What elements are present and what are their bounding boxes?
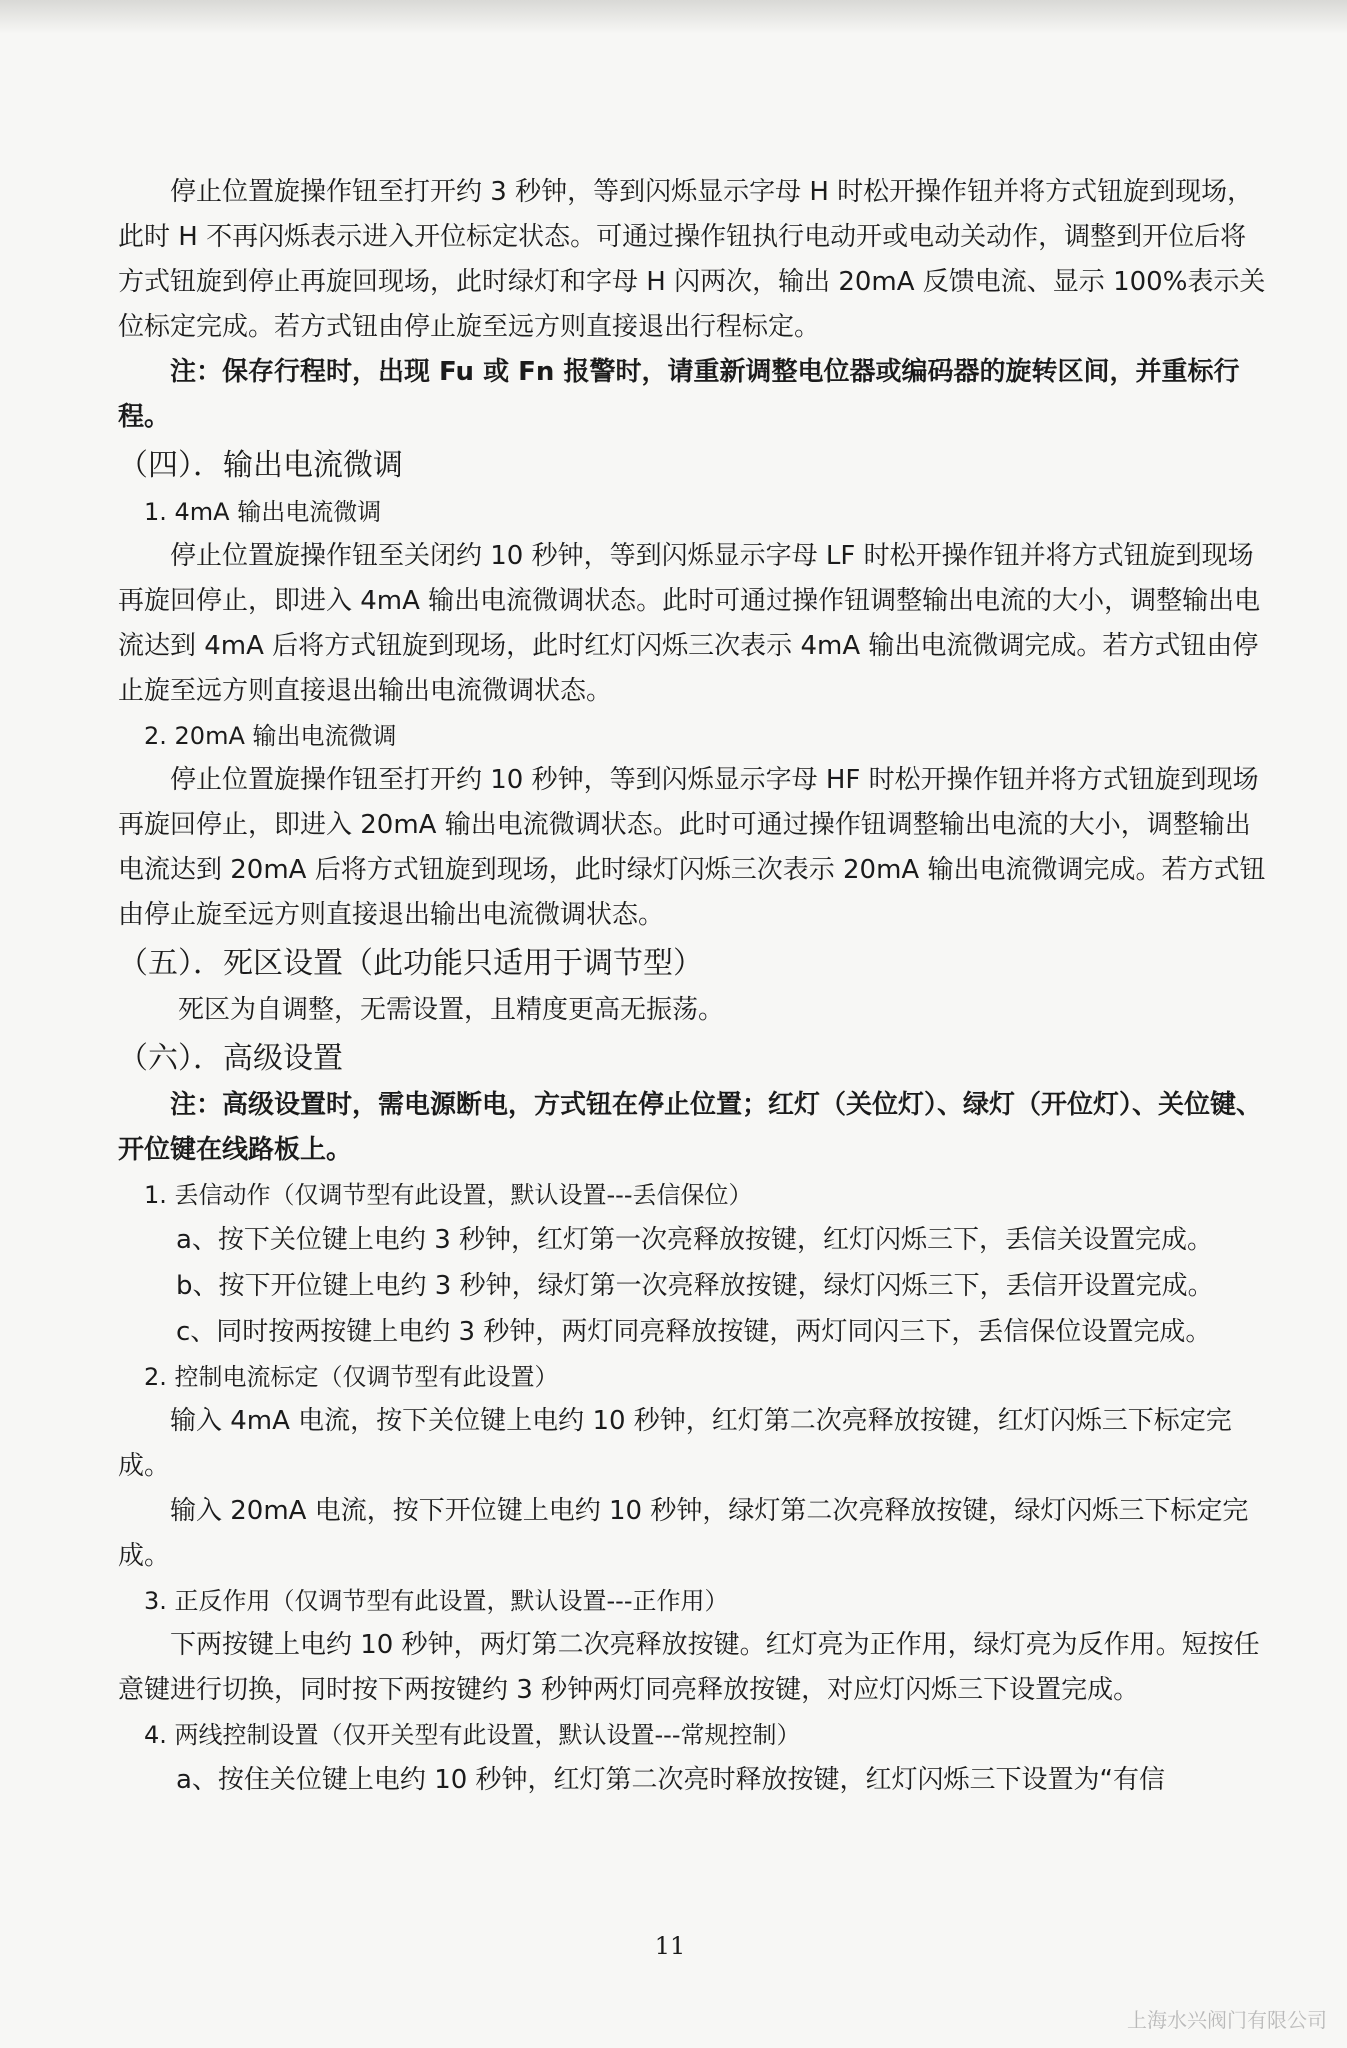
company-watermark: 上海水兴阀门有限公司 <box>1127 2008 1327 2032</box>
paragraph-4mA: 停止位置旋操作钮至关闭约 10 秒钟，等到闪烁显示字母 LF 时松开操作钮并将方式钮旋到现场再旋回停止，即进入 4mA 输出电流微调状态。此时可通过操作钮调整输出电流的大小，调整输出电流达到 4mA 后将方式钮旋到现场，此时红灯闪烁三次表示 4mA 输出电流微调完成。若方式钮由停止旋至远方则直接退出输出电流微调状态。 <box>118 541 1261 706</box>
item-3-text: 下两按键上电约 10 秒钟，两灯第二次亮释放按键。红灯亮为正作用，绿灯亮为反作用。短按任意键进行切换，同时按下两按键约 3 秒钟两灯同亮释放按键，对应灯闪烁三下设置完成。 <box>118 1630 1260 1705</box>
section-heading-6: （六）．高级设置 <box>118 1041 343 1076</box>
page-number: 11 <box>654 1932 686 1960</box>
item-1-b: b、按下开位键上电约 3 秒钟，绿灯第一次亮释放按键，绿灯闪烁三下，丢信开设置完成。 <box>176 1271 1214 1301</box>
item-4-a: a、按住关位键上电约 10 秒钟，红灯第二次亮时释放按键，红灯闪烁三下设置为“有信 <box>176 1765 1166 1795</box>
item-1-title: 1. 丢信动作（仅调节型有此设置，默认设置---丢信保位） <box>144 1181 753 1209</box>
item-2-text-1: 输入 4mA 电流，按下关位键上电约 10 秒钟，红灯第二次亮释放按键，红灯闪烁三下标定完成。 <box>118 1406 1232 1481</box>
item-3-title: 3. 正反作用（仅调节型有此设置，默认设置---正作用） <box>144 1587 729 1615</box>
advanced-note: 注：高级设置时，需电源断电，方式钮在停止位置；红灯（关位灯）、绿灯（开位灯）、关位键、开位键在线路板上。 <box>118 1090 1263 1165</box>
section-heading-4: （四）．输出电流微调 <box>118 448 403 483</box>
section-heading-5: （五）．死区设置（此功能只适用于调节型） <box>118 946 703 981</box>
page-content <box>118 170 1268 1803</box>
paragraph-deadzone: 死区为自调整，无需设置，且精度更高无振荡。 <box>178 995 725 1025</box>
item-1-c: c、同时按两按键上电约 3 秒钟，两灯同亮释放按键，两灯同闪三下，丢信保位设置完成。 <box>176 1317 1212 1347</box>
note-paragraph: 注：保存行程时，出现 Fu 或 Fn 报警时，请重新调整电位器或编码器的旋转区间，并重标行程。 <box>118 357 1240 432</box>
intro-paragraph: 停止位置旋操作钮至打开约 3 秒钟，等到闪烁显示字母 H 时松开操作钮并将方式钮旋到现场，此时 H 不再闪烁表示进入开位标定状态。可通过操作钮执行电动开或电动关动作，调整到开位后将方式钮旋到停止再旋回现场，此时绿灯和字母 H 闪两次，输出 20mA 反馈电流、显示 100%表示关位标定完成。若方式钮由停止旋至远方则直接退出行程标定。 <box>118 177 1266 342</box>
item-2-title: 2. 控制电流标定（仅调节型有此设置） <box>144 1363 559 1391</box>
scan-shadow <box>0 0 1347 34</box>
item-2-text-2: 输入 20mA 电流，按下开位键上电约 10 秒钟，绿灯第二次亮释放按键，绿灯闪烁三下标定完成。 <box>118 1496 1249 1571</box>
subheading-4mA: 1. 4mA 输出电流微调 <box>144 498 382 526</box>
item-4-title: 4. 两线控制设置（仅开关型有此设置，默认设置---常规控制） <box>144 1721 801 1749</box>
subheading-20mA: 2. 20mA 输出电流微调 <box>144 722 397 750</box>
item-1-a: a、按下关位键上电约 3 秒钟，红灯第一次亮释放按键，红灯闪烁三下，丢信关设置完成。 <box>176 1225 1214 1255</box>
paragraph-20mA: 停止位置旋操作钮至打开约 10 秒钟，等到闪烁显示字母 HF 时松开操作钮并将方式钮旋到现场再旋回停止，即进入 20mA 输出电流微调状态。此时可通过操作钮调整输出电流的大小，调整输出电流达到 20mA 后将方式钮旋到现场，此时绿灯闪烁三次表示 20mA 输出电流微调完成。若方式钮由停止旋至远方则直接退出输出电流微调状态。 <box>118 765 1266 930</box>
